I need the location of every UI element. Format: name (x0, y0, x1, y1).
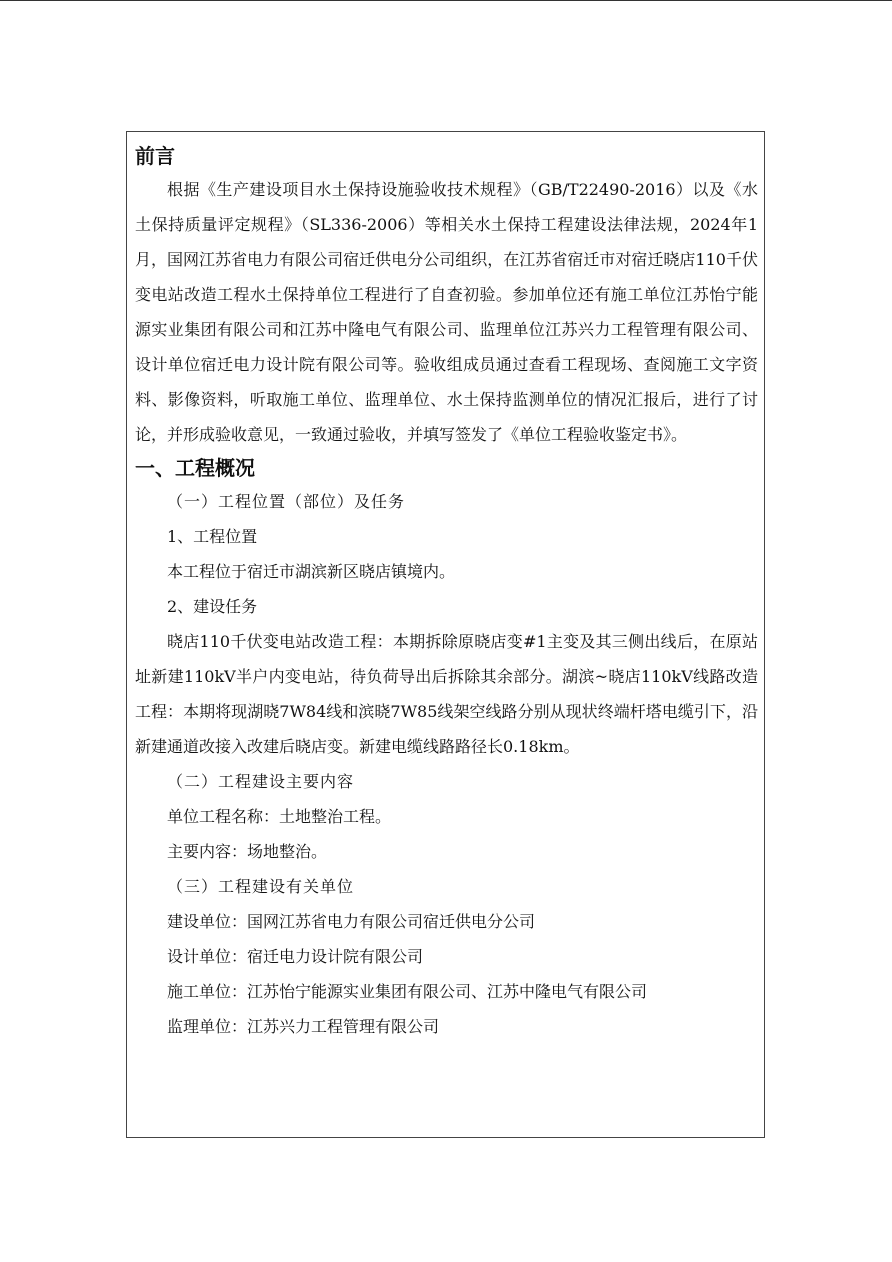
owner-unit: 建设单位：国网江苏省电力有限公司宿迁供电分公司 (167, 912, 536, 931)
content-section-heading: （二）工程建设主要内容 (167, 772, 355, 791)
designer-unit: 设计单位：宿迁电力设计院有限公司 (167, 947, 424, 966)
document-frame (126, 131, 765, 1138)
main-content: 主要内容：场地整治。 (167, 842, 328, 861)
document-content (135, 140, 758, 1044)
location-item-label: 1、工程位置 (167, 527, 258, 546)
overview-title: 一、工程概况 (135, 456, 255, 480)
task-item-label: 2、建设任务 (167, 597, 258, 616)
page-top-rule (0, 0, 892, 1)
location-item-text: 本工程位于宿迁市湖滨新区晓店镇境内。 (167, 562, 456, 581)
unit-project-name: 单位工程名称：土地整治工程。 (167, 807, 392, 826)
supervisor-unit: 监理单位：江苏兴力工程管理有限公司 (167, 1017, 440, 1036)
parties-section-heading: （三）工程建设有关单位 (167, 877, 355, 896)
preface-paragraph: 根据《生产建设项目水土保持设施验收技术规程》（GB/T22490-2016）以及《水土保持质量评定规程》（SL336-2006）等相关水土保持工程建设法律法规，2024年1月，国网江苏省电力有限公司宿迁供电分公司组织，在江苏省宿迁市对宿迁晓店110千伏变电站改造工程水土保持单位工程进行了自查初验。参加单位还有施工单位江苏怡宁能源实业集团有限公司和江苏中隆电气有限公司、监理单位江苏兴力工程管理有限公司、设计单位宿迁电力设计院有限公司等。验收组成员通过查看工程现场、查阅施工文字资料、影像资料，听取施工单位、监理单位、水土保持监测单位的情况汇报后，进行了讨论，并形成验收意见，一致通过验收，并填写签发了《单位工程验收鉴定书》。 (135, 180, 758, 444)
preface-title: 前言 (135, 144, 175, 168)
location-section-heading: （一）工程位置（部位）及任务 (167, 492, 406, 511)
task-item-text: 晓店110千伏变电站改造工程：本期拆除原晓店变#1主变及其三侧出线后，在原站址新建110kV半户内变电站，待负荷导出后拆除其余部分。湖滨~晓店110kV线路改造工程：本期将现湖晓7W84线和滨晓7W85线架空线路分别从现状终端杆塔电缆引下，沿新建通道改接入改建后晓店变。新建电缆线路路径长0.18km。 (135, 632, 758, 756)
constructor-unit: 施工单位：江苏怡宁能源实业集团有限公司、江苏中隆电气有限公司 (167, 982, 648, 1001)
